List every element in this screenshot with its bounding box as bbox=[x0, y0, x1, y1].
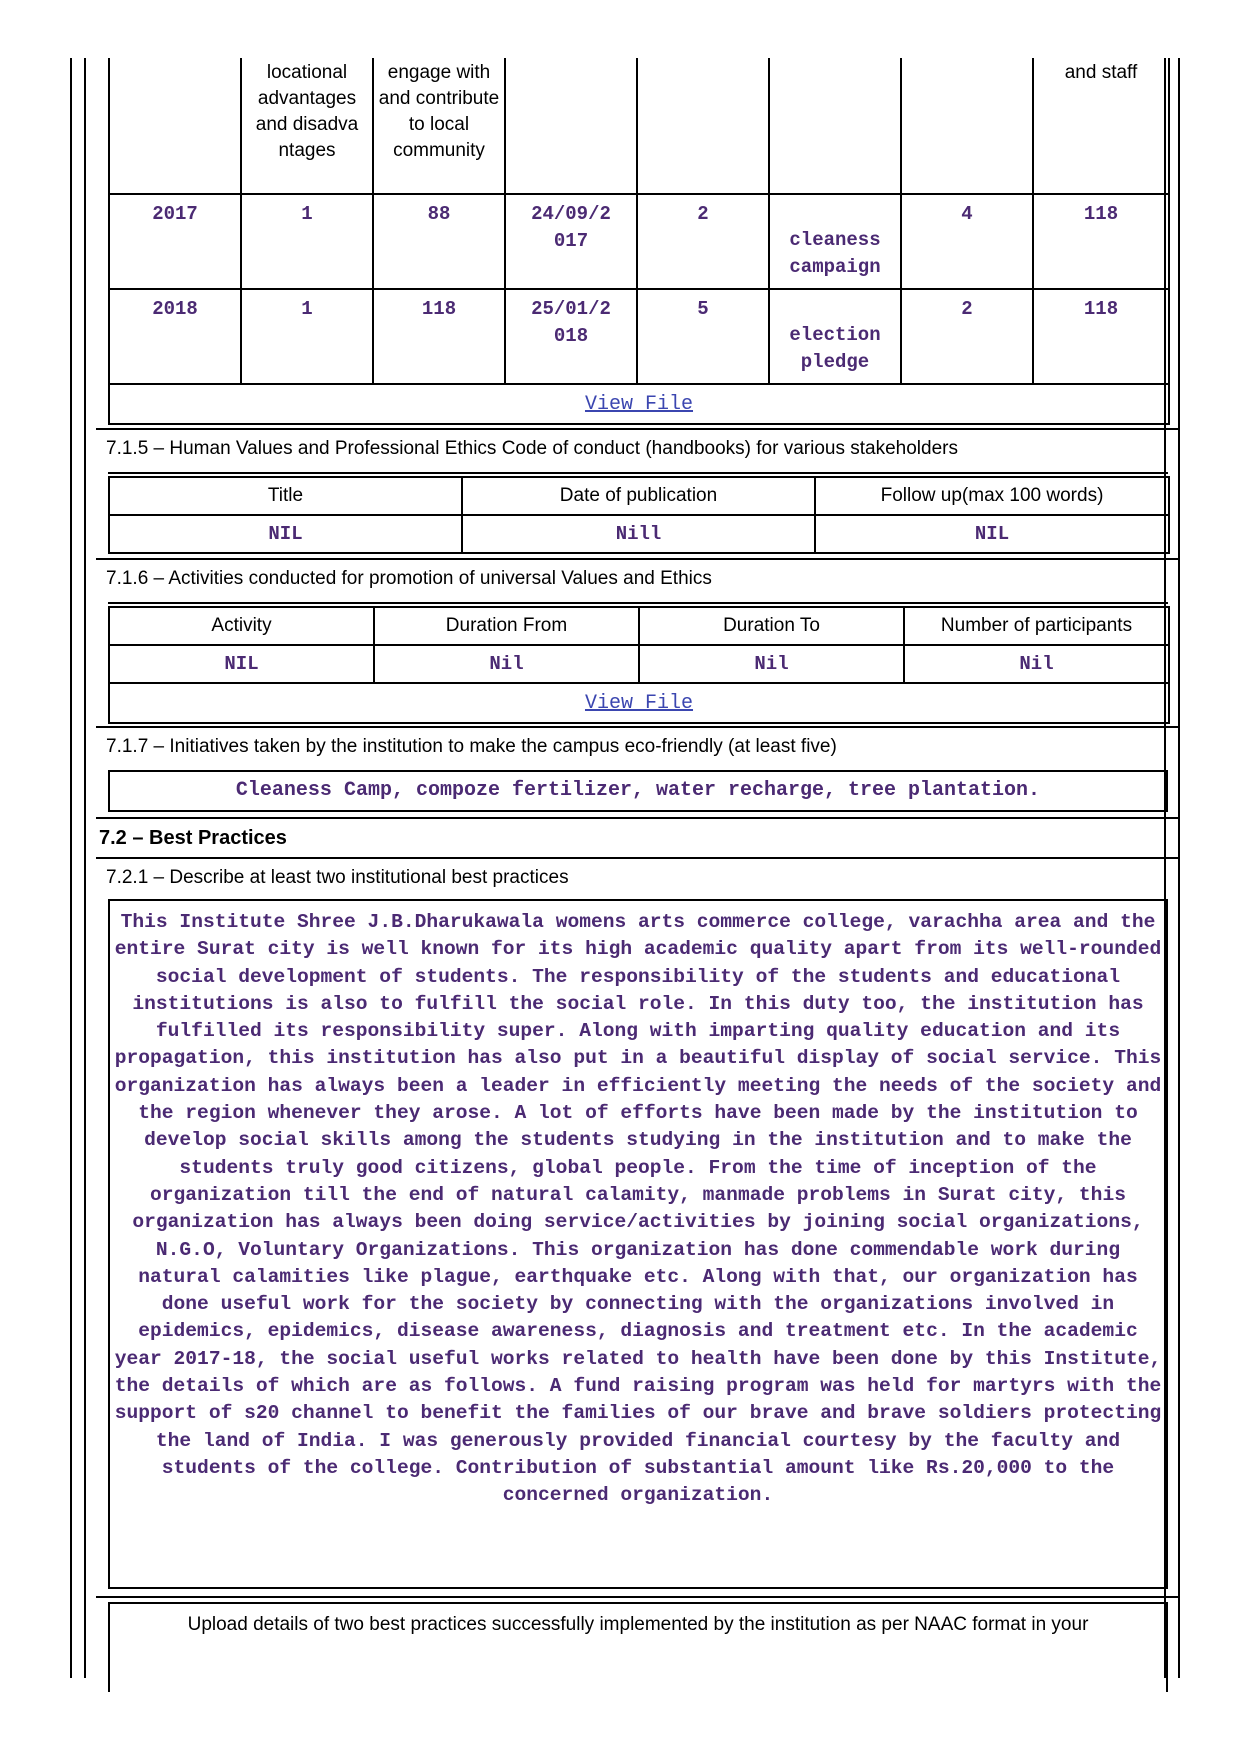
cell-year: 2018 bbox=[109, 289, 241, 384]
cell-participants: Nil bbox=[904, 645, 1169, 683]
header-cell-issues bbox=[901, 58, 1033, 194]
view-file-row bbox=[109, 683, 1169, 723]
cell-value: 118 bbox=[1033, 194, 1169, 289]
view-file-cell bbox=[109, 683, 1169, 723]
table-row bbox=[109, 289, 1169, 384]
column-header-duration-from: Duration From bbox=[374, 607, 639, 645]
section-715-heading: 7.1.5 – Human Values and Professional Ethics Code of conduct (handbooks) for various stakeholders bbox=[96, 428, 1178, 468]
cell-date: 24/09/2 017 bbox=[505, 194, 637, 289]
column-header-participants: Number of participants bbox=[904, 607, 1169, 645]
best-practices-text: This Institute Shree J.B.Dharukawala womens arts commerce college, varachha area and the entire Surat city is well known for its high academic quality apart from its well-rounded social development of students. The responsibility of the students and educational institutions is also to fulfill the social role. In this duty too, the institution has fulfilled its responsibility super. Along with imparting quality education and its propagation, this institution has also put in a beautiful display of social service. This organization has always been a leader in efficiently meeting the needs of the society and the region whenever they arose. A lot of efforts have been made by the institution to develop social skills among the students studying in the institution and to make the students truly good citizens, global people. From the time of inception of the organization till the end of natural calamity, manmade problems in Surat city, this organization has always been doing service/activities by joining social organizations, N.G.O, Voluntary Organizations. This organization has done commendable work during natural calamities like plague, earthquake etc. Along with that, our organization has done useful work for the society by connecting with the organizations involved in epidemics, epidemics, disease awareness, diagnosis and treatment etc. In the academic year 2017-18, the social useful works related to health have been done by this Institute, the details of which are as follows. A fund raising program was held for martyrs with the support of s20 channel to benefit the families of our brave and brave soldiers protecting the land of India. I was generously provided financial courtesy by the faculty and students of the college. Contribution of substantial amount like Rs.20,000 to the concerned organization. bbox=[114, 911, 1162, 1507]
table-header-row bbox=[109, 477, 1169, 515]
column-header-duration-to: Duration To bbox=[639, 607, 904, 645]
header-cell-duration bbox=[637, 58, 769, 194]
table-header-fragment-row bbox=[109, 58, 1169, 194]
cell-value: 2 bbox=[637, 194, 769, 289]
column-header-activity: Activity bbox=[109, 607, 374, 645]
header-cell-engage: engage with and contribute to local community bbox=[373, 58, 505, 194]
eco-friendly-initiatives-text: Cleaness Camp, compoze fertilizer, water recharge, tree plantation. bbox=[108, 770, 1168, 812]
column-header-date: Date of publication bbox=[462, 477, 815, 515]
cell-value: 5 bbox=[637, 289, 769, 384]
view-file-cell bbox=[109, 384, 1169, 424]
header-cell-year bbox=[109, 58, 241, 194]
cell-name: cleaness campaign bbox=[769, 194, 901, 289]
section-72-heading: 7.2 – Best Practices bbox=[96, 817, 1178, 857]
cell-value: 118 bbox=[1033, 289, 1169, 384]
cell-duration-from: Nil bbox=[374, 645, 639, 683]
section-721-heading: 7.2.1 – Describe at least two institutional best practices bbox=[96, 857, 1178, 897]
header-cell-locational: locational advantages and disadva ntages bbox=[241, 58, 373, 194]
header-cell-staff: and staff bbox=[1033, 58, 1169, 194]
cell-value: 118 bbox=[373, 289, 505, 384]
table-row bbox=[109, 645, 1169, 683]
view-file-row bbox=[109, 384, 1169, 424]
column-header-followup: Follow up(max 100 words) bbox=[815, 477, 1169, 515]
cell-date: Nill bbox=[462, 515, 815, 553]
frame-left-outer bbox=[70, 58, 72, 1678]
cell-followup: NIL bbox=[815, 515, 1169, 553]
table-header-row bbox=[109, 607, 1169, 645]
table-716-container bbox=[108, 602, 1168, 724]
section-716-heading: 7.1.6 – Activities conducted for promotion of universal Values and Ethics bbox=[96, 558, 1178, 598]
cell-value: 88 bbox=[373, 194, 505, 289]
frame-left-inner bbox=[84, 58, 86, 1678]
view-file-link[interactable]: View File bbox=[584, 392, 694, 416]
header-cell-name bbox=[769, 58, 901, 194]
table-row bbox=[109, 515, 1169, 553]
cell-value: 1 bbox=[241, 194, 373, 289]
cell-activity: NIL bbox=[109, 645, 374, 683]
frame-right-outer bbox=[1178, 58, 1180, 1678]
header-cell-date bbox=[505, 58, 637, 194]
cell-title: NIL bbox=[109, 515, 462, 553]
table-714 bbox=[108, 58, 1170, 425]
cell-value: 4 bbox=[901, 194, 1033, 289]
cell-value: 1 bbox=[241, 289, 373, 384]
view-file-link[interactable]: View File bbox=[584, 691, 694, 715]
best-practices-description bbox=[108, 899, 1168, 1589]
cell-date: 25/01/2 018 bbox=[505, 289, 637, 384]
table-716 bbox=[108, 606, 1170, 724]
table-715-container bbox=[108, 472, 1168, 554]
upload-box: Upload details of two best practices successfully implemented by the institution as per NAAC format in your bbox=[108, 1602, 1168, 1692]
column-header-title: Title bbox=[109, 477, 462, 515]
table-row bbox=[109, 194, 1169, 289]
cell-duration-to: Nil bbox=[639, 645, 904, 683]
cell-year: 2017 bbox=[109, 194, 241, 289]
cell-name: election pledge bbox=[769, 289, 901, 384]
table-714-container bbox=[108, 58, 1168, 425]
cell-value: 2 bbox=[901, 289, 1033, 384]
section-717-heading: 7.1.7 – Initiatives taken by the institution to make the campus eco-friendly (at least five) bbox=[96, 726, 1178, 766]
table-715 bbox=[108, 476, 1170, 554]
